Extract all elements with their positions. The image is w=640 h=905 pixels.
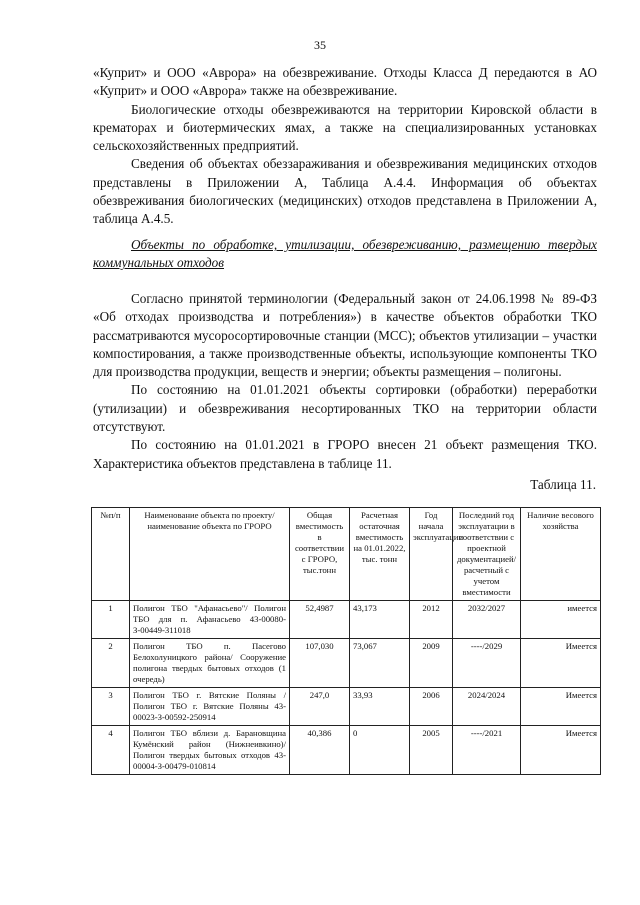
table-row xyxy=(92,726,601,775)
cell-last-year: ----/2029 xyxy=(453,639,521,688)
header-last-year: Последний год эксплуатации в соответствии с проектной документацией/ расчетный с учетом вместимости xyxy=(453,508,521,601)
cell-remaining: 0 xyxy=(350,726,410,775)
cell-year: 2012 xyxy=(410,601,453,639)
cell-remaining: 73,067 xyxy=(350,639,410,688)
table-caption: Таблица 11. xyxy=(530,477,596,492)
paragraph-2: Биологические отходы обезвреживаются на территории Кировской области в крематорах и биотермических ямах, а также на специализированных установках сельскохозяйственных предприятий. xyxy=(93,101,597,154)
cell-name: Полигон ТБО "Афанасьево"/ Полигон ТБО для п. Афанасьево 43-00080-З-00449-311018 xyxy=(130,601,290,639)
header-name: Наименование объекта по проекту/ наименование объекта по ГРОРО xyxy=(130,508,290,601)
cell-last-year: ----/2021 xyxy=(453,726,521,775)
cell-name: Полигон ТБО вблизи д. Барановщина Кумёнский район (Нижнеивкино)/ Полигон твердых бытовых отходов 43-00004-З-00479-010814 xyxy=(130,726,290,775)
paragraph-3: Сведения об объектах обеззараживания и обезвреживания медицинских отходов представлены в Приложении А, Таблица А.4.4. Информация об объектах обезвреживания биологических (медицинских) отходов представлена в Приложении А, таблица А.4.5. xyxy=(93,156,597,227)
cell-weighing: Имеется xyxy=(521,639,601,688)
page-number: 35 xyxy=(314,38,326,52)
cell-total: 40,386 xyxy=(290,726,350,775)
cell-name: Полигон ТБО г. Вятские Поляны / Полигон ТБО г. Вятские Поляны 43-00023-З-00592-250914 xyxy=(130,688,290,726)
cell-weighing: Имеется xyxy=(521,726,601,775)
text-block-2 xyxy=(93,290,597,473)
cell-weighing: имеется xyxy=(521,601,601,639)
table-row xyxy=(92,639,601,688)
cell-num: 3 xyxy=(92,688,130,726)
paragraph-6: По состоянию на 01.01.2021 в ГРОРО внесен 21 объект размещения ТКО. Характеристика объектов представлена в таблице 11. xyxy=(93,437,597,471)
section-heading-block xyxy=(93,236,597,273)
cell-year: 2006 xyxy=(410,688,453,726)
table-header-row xyxy=(92,508,601,601)
cell-remaining: 33,93 xyxy=(350,688,410,726)
table-row xyxy=(92,688,601,726)
paragraph-5: По состоянию на 01.01.2021 объекты сортировки (обработки) переработки (утилизации) и обезвреживания несортированных ТКО на территории области отсутствуют. xyxy=(93,382,597,435)
landfill-table xyxy=(91,507,601,775)
cell-total: 247,0 xyxy=(290,688,350,726)
cell-num: 4 xyxy=(92,726,130,775)
header-total-capacity: Общая вместимость в соответствии с ГРОРО, тыс.тонн xyxy=(290,508,350,601)
section-heading: Объекты по обработке, утилизации, обезвреживанию, размещению твердых коммунальных отходов xyxy=(93,237,597,271)
cell-name: Полигон ТБО п. Пасегово Белохолуницкого района/ Сооружение полигона твердых бытовых отходов (1 очередь) xyxy=(130,639,290,688)
cell-weighing: Имеется xyxy=(521,688,601,726)
header-num: №п/п xyxy=(92,508,130,601)
cell-total: 52,4987 xyxy=(290,601,350,639)
cell-total: 107,030 xyxy=(290,639,350,688)
cell-num: 2 xyxy=(92,639,130,688)
cell-remaining: 43,173 xyxy=(350,601,410,639)
text-block-1 xyxy=(93,64,597,229)
header-weighing: Наличие весового хозяйства xyxy=(521,508,601,601)
cell-year: 2005 xyxy=(410,726,453,775)
header-remaining-capacity: Расчетная остаточная вместимость на 01.01.2022, тыс. тонн xyxy=(350,508,410,601)
paragraph-4: Согласно принятой терминологии (Федеральный закон от 24.06.1998 № 89-ФЗ «Об отходах производства и потребления») в качестве объектов обработки ТКО рассматриваются мусоросортировочные станции (МСС); объектов утилизации – участки компостирования, а также производственные объекты, использующие компоненты ТКО для производства продукции, веществ и энергии; объекты размещения – полигоны. xyxy=(93,291,597,380)
cell-last-year: 2024/2024 xyxy=(453,688,521,726)
header-start-year: Год начала эксплуатации xyxy=(410,508,453,601)
paragraph-1: «Куприт» и ООО «Аврора» на обезвреживание. Отходы Класса Д передаются в АО «Куприт» и ООО «Аврора» также на обезвреживание. xyxy=(93,65,597,99)
cell-last-year: 2032/2027 xyxy=(453,601,521,639)
table-row xyxy=(92,601,601,639)
cell-year: 2009 xyxy=(410,639,453,688)
cell-num: 1 xyxy=(92,601,130,639)
